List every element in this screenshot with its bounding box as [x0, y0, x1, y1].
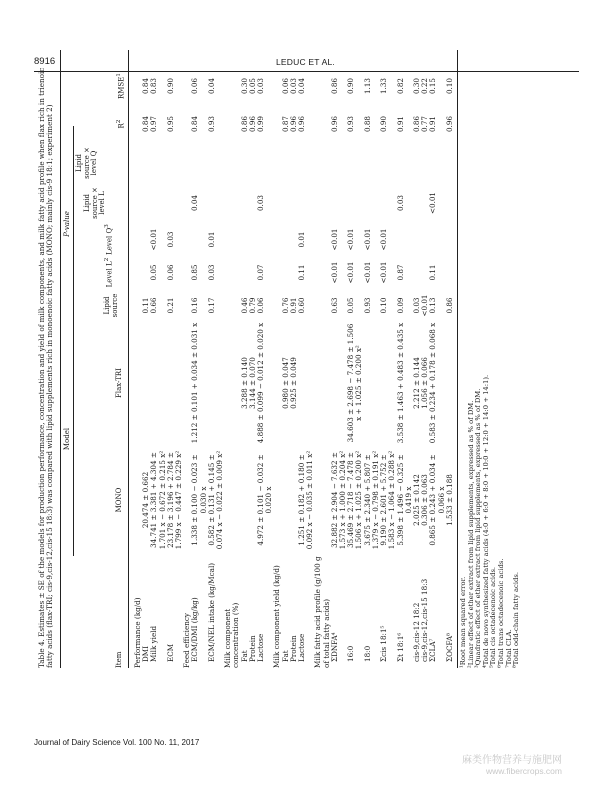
row-item: DMI: [141, 646, 151, 662]
table-row: [380, 50, 396, 668]
flax-estimate: 1.212 ± 0.101 + 0.034 ± 0.031 x: [190, 322, 200, 444]
row-item: Fat: [280, 650, 290, 662]
p-lipid-source: 0.17: [206, 297, 216, 314]
mono-estimate: 1.251 ± 0.182 + 0.180 ± 0.092 x − 0.035 ± 0.011 x²: [297, 450, 315, 550]
r2-value: 0.96: [297, 116, 307, 133]
table-row: [331, 50, 347, 668]
rmse-value: 0.84: [141, 78, 151, 95]
rmse-value: 0.06: [190, 78, 200, 95]
table-row: [429, 50, 445, 668]
table-top-rule: [60, 50, 61, 668]
table-caption: Table 4. Estimates ± SE of the models for production performance, concentration and yield of milk components, and milk fatty acid profile when flax rich in trienoic fatty acids (flax-TRI; cis-9,cis-12,cis-15 18:3) was compared with lipid supplements rich in monoenoic fatty acids (MONO; mainly cis-9 18:1; experiment 2): [37, 67, 55, 668]
table-row: [167, 50, 183, 668]
p-lipid-source: 0.66: [149, 297, 159, 314]
r2-value: 0.90: [379, 116, 389, 133]
p-level-l: <0.01: [329, 261, 339, 284]
rmse-value: 0.86: [329, 78, 339, 95]
p-lipid-source: 0.86: [444, 297, 454, 314]
footnote: ²Linear effect of ether extract from lipid supplements, expressed as % of DM.: [466, 400, 475, 668]
mono-estimate: 5.398 ± 1.496 − 0.325 ± 0.419 x: [395, 454, 413, 546]
p-level-q: <0.01: [149, 228, 159, 251]
p-source-level-l: <0.01: [428, 191, 438, 215]
table-row: [208, 50, 224, 668]
source-level-q-header: Lipid source × level Q: [75, 147, 99, 179]
p-level-q: <0.01: [346, 228, 356, 251]
table-row: [314, 50, 330, 668]
table-row: [347, 50, 363, 668]
p-level-l: 0.11: [428, 264, 438, 281]
mono-estimate: 32.882 ± 2.904 − 7.632 ± 1.573 x + 1.000 ± 0.204 x²: [329, 450, 348, 550]
r2-header: $R^2$: [116, 119, 126, 129]
model-header: Model: [63, 427, 71, 451]
table-row: [446, 50, 454, 668]
p-lipid-source: 0.11: [141, 297, 151, 314]
mono-estimate: 20.474 ± 0.662: [141, 471, 151, 529]
r2-value: 0.77: [420, 116, 430, 133]
r2-value: 0.96: [247, 116, 257, 133]
pvalue-header: P-value: [63, 211, 71, 237]
mono-estimate: 23.178 ± 3.196 + 2.784 ± 1.799 x − 0.447 ± 0.229 x²: [165, 450, 184, 550]
p-source-level-l: 0.03: [256, 195, 266, 212]
p-level-q: 0.01: [297, 231, 307, 248]
row-item: 16:0: [346, 645, 356, 662]
row-item: Fat: [239, 650, 249, 662]
rmse-value: 0.30: [411, 78, 421, 95]
row-item: Σt 18:1⁶: [395, 632, 405, 662]
rmse-value: 0.10: [444, 78, 454, 95]
r2-value: 0.91: [395, 116, 405, 133]
rmse-value: 0.82: [395, 78, 405, 95]
row-item: Milk yield: [149, 625, 159, 662]
table-footnotes: [460, 375, 521, 668]
flax-estimate: 3.538 ± 1.463 + 0.483 ± 0.435 x: [395, 322, 405, 444]
p-lipid-source: 0.06: [256, 297, 266, 314]
mono-estimate: 2.025 ± 0.142: [411, 474, 421, 526]
footnote: ³Quadratic effect of ether extract from lipid supplements, expressed as % of DM.: [474, 388, 483, 668]
p-lipid-source: 0.91: [288, 297, 298, 314]
rmse-value: 1.13: [362, 78, 372, 95]
p-lipid-source: 0.79: [247, 297, 257, 314]
r2-value: 0.97: [149, 116, 159, 133]
p-level-l: 0.07: [256, 264, 266, 281]
pvalue-rule: [73, 126, 74, 322]
rmse-value: 1.33: [379, 78, 389, 95]
flax-estimate: 0.925 ± 0.049: [288, 357, 298, 409]
row-item: ECM: [165, 643, 175, 662]
row-item: Milk component concentration (%): [223, 602, 241, 668]
mono-estimate: 0.865 ± 0.243 + 0.034 ± 0.066 x: [428, 454, 446, 546]
running-head: LEDUC ET AL.: [276, 57, 335, 67]
watermark: 麻类作物营养与施肥网 www.fibercrops.com: [462, 755, 562, 776]
row-item: ECM/DMI (kg/kg): [190, 597, 200, 662]
table-body: [134, 50, 454, 668]
row-item: ΣOCFA⁸: [444, 633, 454, 662]
table-row: [134, 50, 142, 668]
p-lipid-source: 0.16: [190, 297, 200, 314]
rmse-value: 0.03: [288, 78, 298, 95]
mono-estimate: 4.972 ± 0.101 − 0.032 ± 0.020 x: [256, 454, 274, 546]
mono-header: MONO: [115, 487, 123, 513]
footnote: ⁷Total CLA.: [504, 629, 513, 668]
p-level-q: 0.03: [165, 231, 175, 248]
row-item: Feed efficiency: [182, 613, 192, 668]
row-item: Protein: [247, 635, 257, 662]
mono-estimate: 1.533 ± 0.188: [444, 474, 454, 526]
r2-value: 0.88: [362, 116, 372, 133]
r2-value: 0.87: [280, 116, 290, 133]
rmse-value: 0.15: [428, 78, 438, 95]
table-row: [290, 50, 298, 668]
table-row: [142, 50, 150, 668]
p-lipid-source: 0.63: [329, 297, 339, 314]
footnote: ⁵Total cis octadecenoic acids.: [489, 566, 498, 668]
row-item: cis-9,cis-12 18:2: [411, 602, 421, 662]
rmse-value: 0.06: [280, 78, 290, 95]
p-level-q: <0.01: [362, 228, 372, 251]
r2-value: 0.96: [444, 116, 454, 133]
mono-estimate: 1.338 ± 0.100 − 0.023 ± 0.030 x: [190, 454, 208, 546]
p-level-l: 0.11: [297, 264, 307, 281]
table-row: [397, 50, 413, 668]
rmse-value: 0.05: [247, 78, 257, 95]
r2-value: 0.93: [206, 116, 216, 133]
rmse-value: 0.22: [420, 78, 430, 95]
item-header: Item: [115, 651, 123, 668]
p-lipid-source: 0.09: [395, 297, 405, 314]
r2-value: 0.93: [346, 116, 356, 133]
row-item: Lactose: [297, 633, 307, 662]
p-lipid-source: 0.93: [362, 297, 372, 314]
flax-estimate: 0.980 ± 0.047: [280, 357, 290, 409]
footnote: ⁴Total de novo synthesized fatty acids (4:0 + 6:0 + 8:0 + 10:0 + 12:0 + 14:0 + 14:1).: [481, 374, 490, 668]
row-item: ΣDNFA⁴: [329, 632, 339, 662]
p-level-l: <0.01: [346, 261, 356, 284]
flax-estimate: 3.144 ± 0.070: [247, 357, 257, 409]
flax-header: Flax-TRI: [115, 368, 123, 398]
rmse-header: RMSE$^1$: [116, 72, 126, 100]
p-level-q: <0.01: [329, 228, 339, 251]
rmse-value: 0.90: [165, 78, 175, 95]
r2-value: 0.86: [239, 116, 249, 133]
p-lipid-source: 0.03: [411, 297, 421, 314]
table-row: [150, 50, 166, 668]
mono-estimate: 34.741 ± 3.381 + 4.304 ± 1.701 x − 0.672 ± 0.215 x²: [149, 450, 167, 550]
mono-estimate: 35.469 ± 2.718 − 7.478 ± 1.506 x + 1.025 ± 0.200 x²: [346, 450, 364, 550]
p-level-l: 0.87: [395, 264, 405, 281]
rmse-value: 0.04: [297, 78, 307, 95]
row-item: Performance (kg/d): [133, 597, 142, 668]
row-item: ECM/NEL intake (kg/Mcal): [206, 562, 216, 662]
row-item: Milk component yield (kg/d): [272, 565, 282, 668]
p-lipid-source: 0.21: [165, 297, 175, 314]
flax-estimate: 1.056 ± 0.066: [420, 357, 430, 409]
table-row: [298, 50, 314, 668]
p-lipid-source: 0.13: [428, 297, 438, 314]
source-level-l-header: Lipid source × level L: [83, 187, 107, 219]
journal-footer: Journal of Dairy Science Vol. 100 No. 11, 2017: [34, 738, 200, 747]
flax-estimate: 3.288 ± 0.140: [239, 357, 249, 409]
page-number: 8916: [34, 56, 56, 67]
header-bottom-rule: [128, 50, 129, 668]
r2-value: 0.91: [428, 116, 438, 133]
r2-value: 0.84: [190, 116, 200, 133]
footnote: ¹Root mean squared error.: [459, 576, 467, 668]
table-row: [257, 50, 273, 668]
row-item: Σcis 18:1⁵: [379, 625, 389, 662]
r2-value: 0.96: [288, 116, 298, 133]
row-item: 18:0: [362, 645, 372, 662]
p-lipid-source: 0.76: [280, 297, 290, 314]
p-lipid-source: 0.05: [346, 297, 356, 314]
model-rule: [73, 322, 74, 556]
r2-value: 0.86: [411, 116, 421, 133]
p-source-level-l: 0.03: [395, 195, 405, 212]
p-level-l: 0.03: [206, 264, 216, 281]
mono-estimate: 3.675 ± 2.340 + 5.807 ± 1.379 x − 0.798 ± 0.191 x²: [362, 450, 380, 550]
flax-estimate: 34.603 ± 2.698 − 7.478 ± 1.506 x + 1.025 ± 0.200 x²: [346, 323, 364, 443]
table-bottom-rule: [457, 50, 458, 668]
p-source-level-l: 0.04: [190, 195, 200, 212]
row-item: Protein: [288, 635, 298, 662]
flax-estimate: 4.888 ± 0.099 − 0.012 ± 0.020 x: [256, 322, 266, 444]
p-lipid-source: 0.10: [379, 297, 389, 314]
p-level-l: <0.01: [379, 261, 389, 284]
r2-value: 0.99: [256, 116, 266, 133]
rmse-value: 0.04: [206, 78, 216, 95]
flax-estimate: 0.583 ± 0.234 + 0.178 ± 0.068 x: [428, 322, 438, 444]
p-lipid-source: 0.60: [297, 297, 307, 314]
rmse-value: 0.03: [256, 78, 266, 95]
mono-estimate: 0.306 ± 0.063: [420, 474, 430, 526]
table-row: [224, 50, 240, 668]
level-q-header: Level $Q^3$: [104, 224, 114, 255]
footnote: ⁸Total odd-chain fatty acids.: [512, 571, 521, 668]
mono-estimate: 0.582 ± 0.131 + 0.145 ± 0.074 x − 0.022 ± 0.009 x²: [206, 450, 225, 550]
row-item: ΣCLA⁷: [428, 638, 438, 662]
mono-estimate: 9.190 ± 2.601 + 5.752 ± 1.583 x − 1.064 ± 0.288 x²: [379, 450, 397, 550]
p-level-l: 0.85: [190, 264, 200, 281]
p-level-l: <0.01: [362, 261, 372, 284]
r2-value: 0.95: [165, 116, 175, 133]
p-lipid-source: <0.01: [420, 294, 430, 317]
rotated-table: [38, 50, 574, 668]
p-lipid-source: 0.46: [239, 297, 249, 314]
rmse-value: 0.30: [239, 78, 249, 95]
lipid-source-header: Lipid source: [103, 293, 119, 318]
p-level-l: 0.05: [149, 264, 159, 281]
level-l-header: Level $L^2$: [104, 257, 114, 288]
row-item: Lactose: [256, 633, 266, 662]
rmse-value: 0.83: [149, 78, 159, 95]
table-row: [191, 50, 207, 668]
p-level-l: 0.06: [165, 264, 175, 281]
flax-estimate: 2.212 ± 0.144: [411, 357, 421, 409]
row-item: cis-9,cis-12,cis-15 18:3: [420, 578, 430, 662]
rmse-value: 0.90: [346, 78, 356, 95]
r2-value: 0.96: [329, 116, 339, 133]
footnote: ⁶Total trans octadecenoic acids.: [496, 558, 505, 668]
p-level-q: <0.01: [379, 228, 389, 251]
r2-value: 0.84: [141, 116, 151, 133]
table-row: [364, 50, 380, 668]
row-item: Milk fatty acid profile (g/100 g of total fatty acids): [313, 556, 331, 668]
p-level-q: 0.01: [206, 231, 216, 248]
